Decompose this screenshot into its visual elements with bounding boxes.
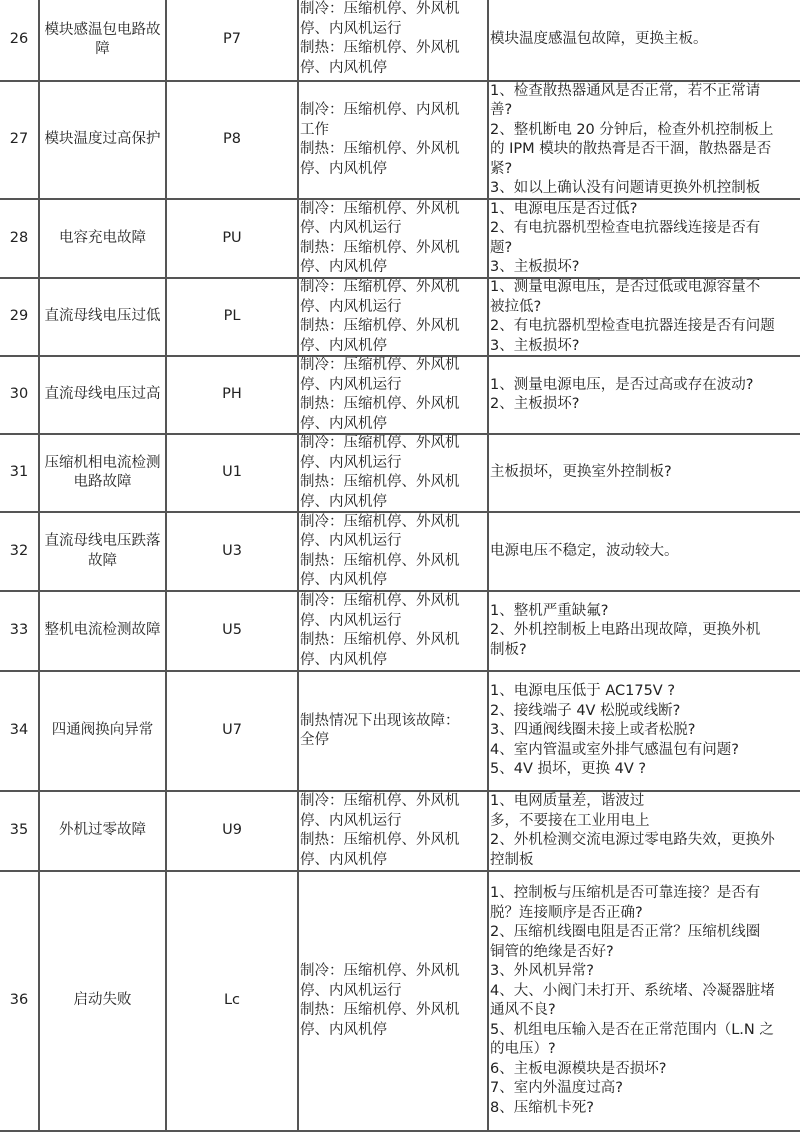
state-line: 制冷：压缩机停、外风机 (300, 357, 460, 373)
state-line: 停、内风机停 (300, 415, 387, 432)
state-line: 停、内风机停 (300, 337, 387, 354)
state-line: 制冷：压缩机停、外风机 (300, 200, 460, 217)
fix-line: 3、四通阀线圈未接上或者松脱? (490, 722, 696, 739)
fix-line: 3、主板损坏? (490, 259, 580, 275)
fix-line: 3、如以上确认没有问题请更换外机控制板 (490, 180, 761, 196)
fix-line: 的 IPM 模块的散热膏是否干涸，散热器是否 (490, 141, 772, 157)
fault-code: PL (166, 278, 298, 356)
unit-state (298, 199, 488, 278)
table-row (0, 81, 800, 199)
state-line: 制冷：压缩机停、外风机 (300, 793, 460, 809)
state-line: 停、内风机停 (300, 1021, 387, 1038)
fault-code: PH (166, 356, 298, 434)
row-number: 29 (0, 278, 39, 356)
row-number: 27 (0, 81, 39, 199)
table-row (0, 671, 800, 791)
fault-name: 电容充电故障 (39, 199, 166, 278)
troubleshooting (488, 356, 800, 434)
state-line: 制冷：压缩机停、外风机 (300, 963, 460, 979)
state-line: 停、内风机运行 (300, 982, 402, 999)
state-line: 制热：压缩机停、外风机 (300, 832, 460, 848)
fix-line: 1、电源电压低于 AC175V ? (490, 683, 676, 700)
state-line: 工作 (300, 121, 329, 138)
troubleshooting (488, 81, 800, 199)
table-row (0, 434, 800, 512)
state-line: 制热：压缩机停、外风机 (300, 396, 460, 412)
fault-name: 四通阀换向异常 (39, 671, 166, 791)
fault-code: U5 (166, 591, 298, 671)
row-number: 36 (0, 871, 39, 1131)
table-row (0, 591, 800, 671)
fault-name: 直流母线电压过低 (39, 278, 166, 356)
fix-line: 4、室内管温或室外排气感温包有问题? (490, 741, 739, 758)
unit-state (298, 434, 488, 512)
state-line: 停、内风机运行 (300, 533, 402, 549)
fix-line: 被拉低? (490, 298, 542, 315)
state-line: 制热：压缩机停、外风机 (300, 40, 460, 56)
fix-line: 2、外机控制板上电路出现故障，更换外机 (490, 622, 761, 639)
fault-code: U3 (166, 512, 298, 591)
fix-line: 脱？连接顺序是否正确? (490, 904, 643, 921)
fix-line: 8、压缩机卡死? (490, 1099, 594, 1116)
troubleshooting (488, 671, 800, 791)
state-line: 停、内风机运行 (300, 454, 402, 471)
row-number: 30 (0, 356, 39, 434)
fix-line: 题? (490, 239, 513, 256)
troubleshooting (488, 0, 800, 81)
state-line: 全停 (300, 732, 329, 748)
state-line: 停、内风机运行 (300, 220, 402, 236)
unit-state (298, 81, 488, 199)
fix-line: 1、整机严重缺氟? (490, 602, 609, 619)
fix-line: 4、大、小阀门未打开、系统堵、冷凝器脏堵 (490, 982, 775, 999)
fault-name: 压缩机相电流检测电路故障 (39, 434, 166, 512)
troubleshooting (488, 278, 800, 356)
state-line: 停、内风机停 (300, 851, 387, 868)
unit-state (298, 0, 488, 81)
table-row (0, 512, 800, 591)
row-number: 26 (0, 0, 39, 81)
fix-line: 控制板 (490, 851, 534, 868)
fault-name: 模块温度过高保护 (39, 81, 166, 199)
state-line: 制冷：压缩机停、外风机 (300, 279, 460, 295)
fix-line: 2、有电抗器机型检查电抗器连接是否有问题 (490, 318, 775, 334)
troubleshooting (488, 512, 800, 591)
unit-state (298, 591, 488, 671)
fix-line: 2、压缩机线圈电阻是否正常？压缩机线圈 (490, 924, 761, 940)
fix-line: 3、外风机异常? (490, 963, 594, 979)
fix-line: 模块温度感温包故障，更换主板。 (490, 31, 708, 48)
state-line: 制冷：压缩机停、外风机 (300, 435, 460, 451)
table-row (0, 0, 800, 81)
fix-line: 2、外机检测交流电源过零电路失效，更换外 (490, 832, 775, 848)
row-number: 32 (0, 512, 39, 591)
fix-line: 5、机组电压输入是否在正常范围内（L.N 之 (490, 1021, 774, 1038)
row-number: 33 (0, 591, 39, 671)
fault-code: PU (166, 199, 298, 278)
troubleshooting (488, 434, 800, 512)
troubleshooting (488, 199, 800, 278)
fault-name: 启动失败 (39, 871, 166, 1131)
fault-name: 直流母线电压过高 (39, 356, 166, 434)
table-row (0, 871, 800, 1131)
fix-line: 3、主板损坏? (490, 337, 580, 354)
fault-name: 模块感温包电路故障 (39, 0, 166, 81)
unit-state (298, 356, 488, 434)
state-line: 停、内风机运行 (300, 20, 402, 37)
fix-line: 的电压）? (490, 1041, 556, 1057)
state-line: 制热：压缩机停、外风机 (300, 1002, 460, 1018)
fix-line: 2、整机断电 20 分钟后，检查外机控制板上 (490, 121, 774, 138)
fault-code: U1 (166, 434, 298, 512)
row-number: 31 (0, 434, 39, 512)
state-line: 停、内风机运行 (300, 812, 402, 829)
fault-name: 整机电流检测故障 (39, 591, 166, 671)
troubleshooting (488, 791, 800, 871)
state-line: 停、内风机运行 (300, 612, 402, 629)
troubleshooting (488, 591, 800, 671)
fix-line: 2、接线端子 4V 松脱或线断? (490, 702, 681, 719)
unit-state (298, 671, 488, 791)
state-line: 制热：压缩机停、外风机 (300, 632, 460, 648)
fault-name: 外机过零故障 (39, 791, 166, 871)
fault-code: Lc (166, 871, 298, 1131)
table-row (0, 278, 800, 356)
state-line: 停、内风机停 (300, 259, 387, 275)
fix-line: 1、测量电源电压，是否过高或存在波动? (490, 376, 754, 393)
fix-line: 6、主板电源模块是否损坏? (490, 1060, 667, 1077)
state-line: 停、内风机停 (300, 651, 387, 668)
fault-name: 直流母线电压跌落故障 (39, 512, 166, 591)
fix-line: 铜管的绝缘是否好? (490, 943, 614, 960)
fix-line: 制板? (490, 641, 527, 658)
unit-state (298, 512, 488, 591)
row-number: 34 (0, 671, 39, 791)
table-row (0, 791, 800, 871)
state-line: 制热：压缩机停、外风机 (300, 474, 460, 490)
state-line: 停、内风机停 (300, 59, 387, 76)
row-number: 28 (0, 199, 39, 278)
state-line: 制热：压缩机停、外风机 (300, 239, 460, 256)
state-line: 制热：压缩机停、外风机 (300, 141, 460, 157)
fix-line: 善? (490, 102, 513, 118)
state-line: 停、内风机运行 (300, 298, 402, 315)
unit-state (298, 791, 488, 871)
fault-code: P8 (166, 81, 298, 199)
row-number: 35 (0, 791, 39, 871)
fault-code: P7 (166, 0, 298, 81)
fix-line: 1、测量电源电压，是否过低或电源容量不 (490, 279, 761, 295)
fix-line: 1、控制板与压缩机是否可靠连接？是否有 (490, 885, 761, 901)
fix-line: 5、4V 损坏，更换 4V ? (490, 761, 647, 778)
fix-line: 主板损坏，更换室外控制板? (490, 464, 672, 481)
fix-line: 电源电压不稳定，波动较大。 (490, 542, 679, 559)
fix-line: 2、有电抗器机型检查电抗器线连接是否有 (490, 220, 761, 236)
state-line: 制冷：压缩机停、外风机 (300, 513, 460, 530)
state-line: 制热：压缩机停、外风机 (300, 552, 460, 569)
fix-line: 7、室内外温度过高? (490, 1080, 623, 1096)
state-line: 停、内风机运行 (300, 376, 402, 393)
unit-state (298, 871, 488, 1131)
troubleshooting (488, 871, 800, 1131)
fault-code: U7 (166, 671, 298, 791)
fix-line: 1、检查散热器通风是否正常，若不正常请 (490, 82, 761, 99)
fix-line: 紧? (490, 160, 513, 177)
state-line: 制冷：压缩机停、内风机 (300, 102, 460, 118)
fix-line: 多，不要接在工业用电上 (490, 812, 650, 829)
state-line: 制冷：压缩机停、外风机 (300, 1, 460, 17)
fault-code: U9 (166, 791, 298, 871)
unit-state (298, 278, 488, 356)
state-line: 停、内风机停 (300, 160, 387, 177)
state-line: 制冷：压缩机停、外风机 (300, 593, 460, 609)
fix-line: 通风不良? (490, 1002, 556, 1018)
fix-line: 2、主板损坏? (490, 396, 580, 412)
table-row (0, 356, 800, 434)
state-line: 制热情况下出现该故障： (300, 712, 460, 729)
fix-line: 1、电网质量差，谐波过 (490, 793, 645, 809)
fix-line: 1、电源电压是否过低? (490, 200, 638, 217)
state-line: 停、内风机停 (300, 493, 387, 510)
table-row (0, 199, 800, 278)
state-line: 停、内风机停 (300, 572, 387, 588)
state-line: 制热：压缩机停、外风机 (300, 318, 460, 334)
